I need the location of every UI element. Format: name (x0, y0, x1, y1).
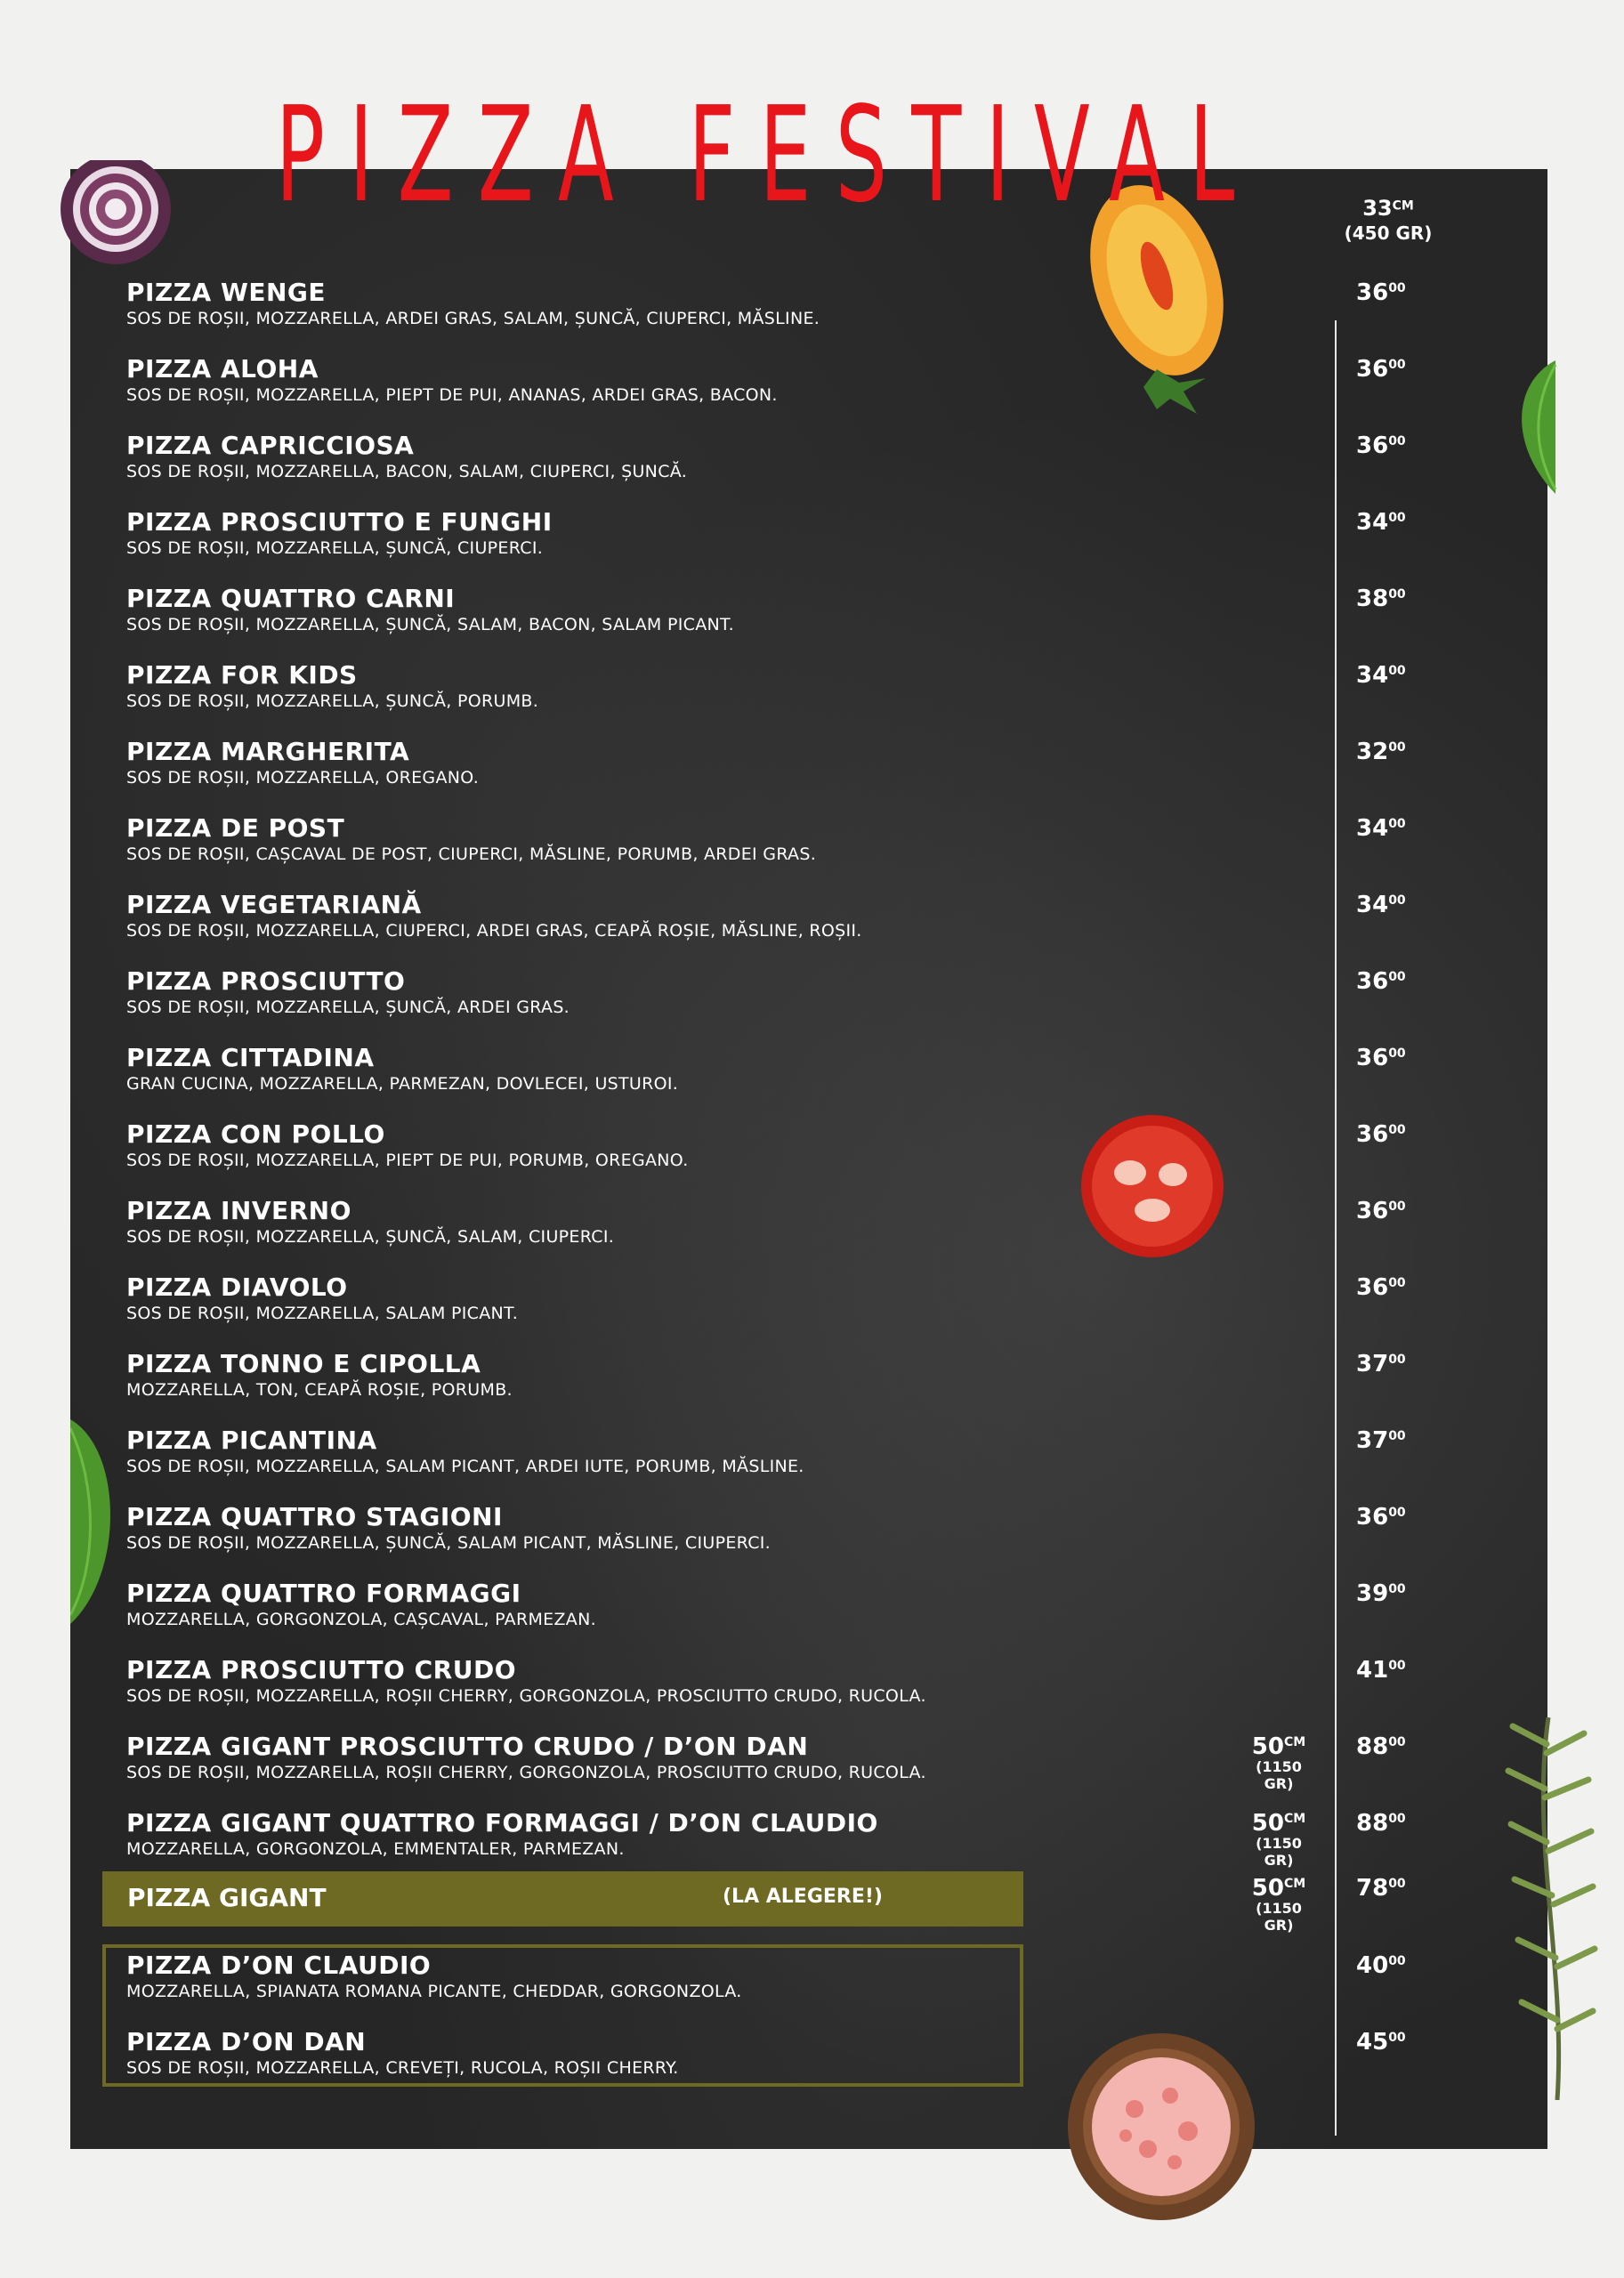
menu-item (126, 1043, 1515, 1119)
item-price: $37^{00}$ (1356, 1427, 1406, 1454)
item-description: SOS DE ROȘII, MOZZARELLA, ȘUNCĂ, PORUMB. (126, 691, 539, 711)
menu-item (126, 737, 1515, 813)
item-name: PIZZA CON POLLO (126, 1119, 385, 1149)
special-item (126, 1951, 1515, 2027)
item-name: PIZZA WENGE (126, 278, 327, 307)
item-description: SOS DE ROȘII, MOZZARELLA, ROȘII CHERRY, GORGONZOLA, PROSCIUTTO CRUDO, RUCOLA. (126, 1686, 926, 1706)
size-header (1335, 196, 1442, 244)
item-name: PIZZA VEGETARIANĂ (126, 890, 422, 919)
item-price: $32^{00}$ (1356, 739, 1406, 765)
item-description: SOS DE ROȘII, CAȘCAVAL DE POST, CIUPERCI, MĂSLINE, PORUMB, ARDEI GRAS. (126, 844, 817, 864)
item-name: PIZZA PROSCIUTTO CRUDO (126, 1655, 516, 1684)
menu-item (126, 1119, 1515, 1196)
item-price: $34^{00}$ (1356, 892, 1406, 918)
item-description: GRAN CUCINA, MOZZARELLA, PARMEZAN, DOVLECEI, USTUROI. (126, 1074, 679, 1094)
menu-item (126, 584, 1515, 660)
item-price: $36^{00}$ (1356, 356, 1406, 383)
item-price: $36^{00}$ (1356, 279, 1406, 306)
menu-item (126, 1196, 1515, 1272)
item-price: $34^{00}$ (1356, 509, 1406, 536)
item-description: SOS DE ROȘII, MOZZARELLA, ȘUNCĂ, SALAM, CIUPERCI. (126, 1227, 615, 1247)
item-description: MOZZARELLA, SPIANATA ROMANA PICANTE, CHEDDAR, GORGONZOLA. (126, 1982, 742, 2001)
item-name: PIZZA DE POST (126, 813, 345, 843)
menu-item (126, 431, 1515, 507)
gigant-price-row (126, 1873, 1515, 1950)
item-name: PIZZA QUATTRO CARNI (126, 584, 456, 613)
item-size: $50^{CM}$ (1150 GR) (1251, 1733, 1306, 1792)
item-description: SOS DE ROȘII, MOZZARELLA, CREVEȚI, RUCOLA, ROȘII CHERRY. (126, 2058, 679, 2078)
item-description: MOZZARELLA, GORGONZOLA, EMMENTALER, PARMEZAN. (126, 1839, 625, 1859)
item-name: PIZZA D’ON DAN (126, 2027, 367, 2056)
menu-item (126, 1426, 1515, 1502)
item-description: SOS DE ROȘII, MOZZARELLA, ȘUNCĂ, SALAM, BACON, SALAM PICANT. (126, 615, 734, 634)
item-name: PIZZA QUATTRO FORMAGGI (126, 1579, 521, 1608)
item-price: $39^{00}$ (1356, 1580, 1406, 1607)
size-header-unit: CM (1392, 198, 1414, 214)
item-description: SOS DE ROȘII, MOZZARELLA, PIEPT DE PUI, ANANAS, ARDEI GRAS, BACON. (126, 385, 778, 405)
item-price: $88^{00}$ (1356, 1810, 1406, 1837)
menu-item (126, 1579, 1515, 1655)
size-header-weight: (450 GR) (1344, 222, 1433, 244)
item-price: $36^{00}$ (1356, 1504, 1406, 1531)
menu-item (126, 1655, 1515, 1732)
menu-item (126, 813, 1515, 890)
item-price: $40^{00}$ (1356, 1952, 1406, 1979)
item-description: SOS DE ROȘII, MOZZARELLA, BACON, SALAM, CIUPERCI, ȘUNCĂ. (126, 462, 688, 481)
item-price: $45^{00}$ (1356, 2029, 1406, 2056)
item-description: SOS DE ROȘII, MOZZARELLA, CIUPERCI, ARDEI GRAS, CEAPĂ ROȘIE, MĂSLINE, ROȘII. (126, 921, 862, 941)
item-price: $78^{00}$ (1356, 1875, 1406, 1902)
item-description: SOS DE ROȘII, MOZZARELLA, OREGANO. (126, 768, 480, 788)
basil-leaf-left-image (70, 1415, 124, 1628)
item-size: $50^{CM}$ (1150 GR) (1251, 1810, 1306, 1869)
special-item (126, 2027, 1515, 2104)
item-description: SOS DE ROȘII, MOZZARELLA, ARDEI GRAS, SALAM, ȘUNCĂ, CIUPERCI, MĂSLINE. (126, 309, 820, 328)
item-size: $50^{CM}$ (1150 GR) (1251, 1875, 1306, 1934)
menu-item (126, 507, 1515, 584)
item-description: SOS DE ROȘII, MOZZARELLA, PIEPT DE PUI, PORUMB, OREGANO. (126, 1151, 689, 1170)
item-description: SOS DE ROȘII, MOZZARELLA, ȘUNCĂ, SALAM PICANT, MĂSLINE, CIUPERCI. (126, 1533, 772, 1553)
menu-title: PIZZA FESTIVAL (275, 78, 1259, 231)
item-name: PIZZA PROSCIUTTO (126, 966, 406, 996)
item-name: PIZZA D’ON CLAUDIO (126, 1951, 432, 1980)
gigant-name: PIZZA GIGANT (127, 1883, 327, 1912)
item-price: $36^{00}$ (1356, 968, 1406, 995)
size-header-value: 33 (1362, 196, 1393, 221)
item-description: SOS DE ROȘII, MOZZARELLA, ROȘII CHERRY, GORGONZOLA, PROSCIUTTO CRUDO, RUCOLA. (126, 1763, 926, 1782)
item-name: PIZZA TONNO E CIPOLLA (126, 1349, 481, 1378)
item-name: PIZZA ALOHA (126, 354, 319, 384)
item-name: PIZZA GIGANT QUATTRO FORMAGGI / D’ON CLAUDIO (126, 1808, 878, 1838)
item-price: $36^{00}$ (1356, 1121, 1406, 1148)
item-price: $36^{00}$ (1356, 1045, 1406, 1071)
item-name: PIZZA GIGANT PROSCIUTTO CRUDO / D’ON DAN (126, 1732, 809, 1761)
gigant-note: (LA ALEGERE!) (723, 1886, 883, 1908)
menu-item (126, 966, 1515, 1043)
item-description: MOZZARELLA, TON, CEAPĂ ROȘIE, PORUMB. (126, 1380, 513, 1400)
menu-item (126, 1349, 1515, 1426)
item-price: $37^{00}$ (1356, 1351, 1406, 1377)
item-name: PIZZA CAPRICCIOSA (126, 431, 415, 460)
item-name: PIZZA QUATTRO STAGIONI (126, 1502, 503, 1531)
item-description: SOS DE ROȘII, MOZZARELLA, ȘUNCĂ, ARDEI GRAS. (126, 998, 570, 1017)
menu-item (126, 354, 1515, 431)
item-description: SOS DE ROȘII, MOZZARELLA, ȘUNCĂ, CIUPERCI. (126, 538, 544, 558)
item-description: SOS DE ROȘII, MOZZARELLA, SALAM PICANT. (126, 1304, 519, 1323)
item-description: SOS DE ROȘII, MOZZARELLA, SALAM PICANT, ARDEI IUTE, PORUMB, MĂSLINE. (126, 1457, 804, 1476)
item-description: MOZZARELLA, GORGONZOLA, CAȘCAVAL, PARMEZAN. (126, 1610, 596, 1629)
item-price: $36^{00}$ (1356, 432, 1406, 459)
item-name: PIZZA PROSCIUTTO E FUNGHI (126, 507, 553, 537)
menu-item (126, 1732, 1515, 1808)
item-price: $34^{00}$ (1356, 662, 1406, 689)
item-price: $38^{00}$ (1356, 586, 1406, 612)
item-price: $41^{00}$ (1356, 1657, 1406, 1684)
menu-item (126, 660, 1515, 737)
item-price: $36^{00}$ (1356, 1274, 1406, 1301)
item-name: PIZZA CITTADINA (126, 1043, 375, 1072)
item-name: PIZZA MARGHERITA (126, 737, 410, 766)
item-name: PIZZA DIAVOLO (126, 1272, 348, 1302)
menu-item (126, 1272, 1515, 1349)
item-name: PIZZA FOR KIDS (126, 660, 358, 690)
item-price: $36^{00}$ (1356, 1198, 1406, 1224)
menu-item (126, 278, 1515, 354)
menu-item (126, 890, 1515, 966)
red-onion-image (53, 160, 178, 276)
item-price: $34^{00}$ (1356, 815, 1406, 842)
menu-item (126, 1502, 1515, 1579)
item-price: $88^{00}$ (1356, 1733, 1406, 1760)
item-name: PIZZA PICANTINA (126, 1426, 377, 1455)
item-name: PIZZA INVERNO (126, 1196, 351, 1225)
